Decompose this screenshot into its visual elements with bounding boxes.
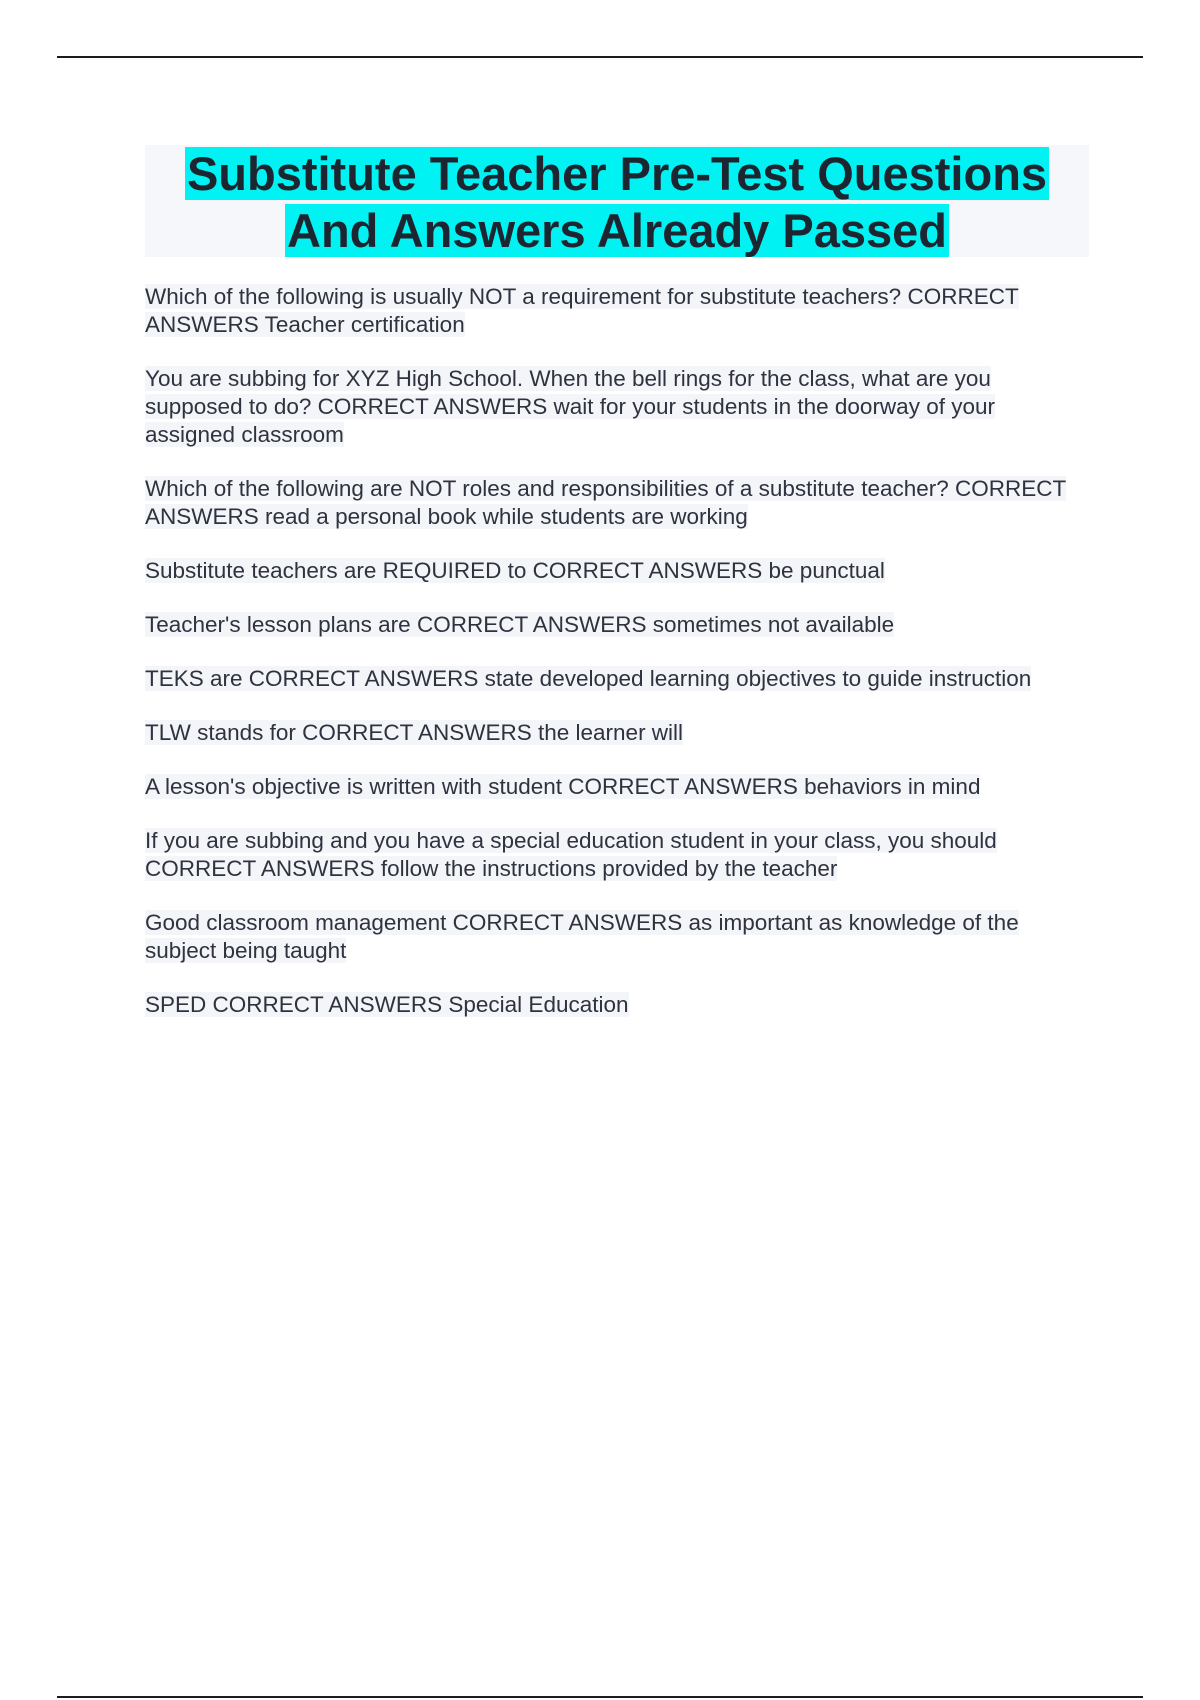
qa-item [145,719,1090,747]
qa-list [145,283,1090,1045]
qa-item [145,991,1090,1019]
qa-text: If you are subbing and you have a special education student in your class, you should CORRECT ANSWERS follow the instructions provided by the teacher [145,828,997,881]
title-line-1: Substitute Teacher Pre-Test Questions [186,147,1048,200]
qa-item [145,611,1090,639]
qa-item [145,557,1090,585]
qa-text: TEKS are CORRECT ANSWERS state developed learning objectives to guide instruction [145,666,1032,691]
qa-item [145,283,1090,339]
qa-item [145,909,1090,965]
document-title [145,145,1089,259]
qa-text: You are subbing for XYZ High School. When the bell rings for the class, what are you supposed to do? CORRECT ANSWERS wait for your students in the doorway of your assigned classroom [145,366,995,447]
qa-text: Which of the following are NOT roles and responsibilities of a substitute teacher? CORRECT ANSWERS read a personal book while students are working [145,476,1067,529]
qa-text: A lesson's objective is written with student CORRECT ANSWERS behaviors in mind [145,774,981,799]
qa-item [145,365,1090,449]
qa-text: TLW stands for CORRECT ANSWERS the learner will [145,720,684,745]
qa-text: Teacher's lesson plans are CORRECT ANSWERS sometimes not available [145,612,895,637]
qa-item [145,475,1090,531]
footer-rule [57,1696,1143,1698]
qa-text: Which of the following is usually NOT a requirement for substitute teachers? CORRECT ANSWERS Teacher certification [145,284,1019,337]
title-block [145,145,1089,257]
qa-text: Good classroom management CORRECT ANSWERS as important as knowledge of the subject being taught [145,910,1019,963]
qa-item [145,773,1090,801]
qa-item [145,827,1090,883]
qa-item [145,665,1090,693]
qa-text: Substitute teachers are REQUIRED to CORRECT ANSWERS be punctual [145,558,885,583]
qa-text: SPED CORRECT ANSWERS Special Education [145,992,629,1017]
title-line-2: And Answers Already Passed [287,204,947,257]
header-rule [57,56,1143,58]
